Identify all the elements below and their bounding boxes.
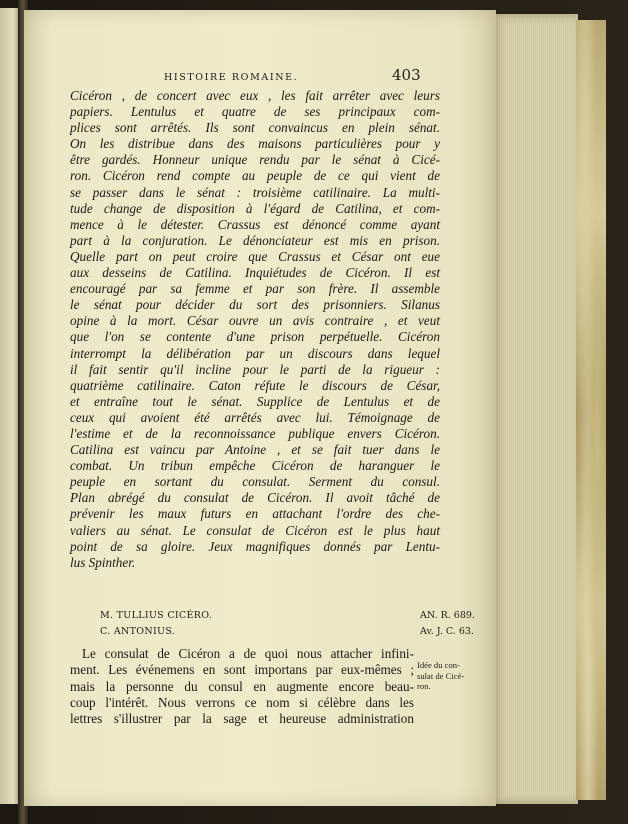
summary-line: prévenir les maux futurs en attachant l'ordre des che-: [70, 506, 440, 522]
summary-line: Plan abrégé du consulat de Cicéron. Il avoit tâché de: [70, 490, 440, 506]
summary-line: Quelle part on peut croire que Crassus et César ont eue: [70, 248, 440, 264]
summary-line: encouragé par sa femme et par son frère. Il assemble: [70, 281, 440, 297]
summary-line: tude change de disposition à l'égard de Catilina, et com-: [70, 200, 440, 216]
side-note-line: sulat de Cicé-: [417, 670, 465, 681]
year-before-christ: Av. J. C. 63.: [420, 625, 474, 637]
consul-names: [100, 608, 212, 639]
body-line: mais la personne du consul en augmente encore beau-: [70, 678, 414, 694]
consul-name: M. TULLIUS CICÉRO.: [100, 610, 213, 621]
marbled-edge: [576, 20, 606, 800]
summary-line: lus Spinther.: [70, 554, 136, 570]
summary-line: et entraîne tout le sénat. Supplice de Lentulus et de: [70, 393, 440, 409]
running-title: HISTOIRE ROMAINE.: [164, 72, 299, 83]
summary-line: interrompt la délibération par un discours dans lequel: [70, 345, 440, 361]
summary-line: Cicéron , de concert avec eux , les fait arrêter avec leurs: [70, 88, 440, 103]
body-line: lettres s'illustrer par la sage et heureuse administration: [70, 711, 414, 727]
year-of-rome: AN. R. 689.: [420, 610, 475, 621]
summary-line: que l'on se contente d'une prison perpétuelle. Cicéron: [70, 329, 440, 345]
marginal-dates: [420, 608, 475, 639]
summary-line: quatrième catilinaire. Caton réfute le discours de César,: [70, 377, 440, 393]
summary-line: opine à la mort. César ouvre un avis contraire , et veut: [70, 313, 440, 329]
summary-line: On les distribue dans des maisons particulières pour y: [70, 136, 440, 152]
summary-line: valiers au sénat. Le consulat de Cicéron est le plus haut: [70, 522, 440, 538]
page-block-edges: [490, 14, 578, 804]
side-note: [417, 660, 477, 692]
body-line: coup l'intérêt. Nous verrons ce nom si célèbre dans les: [70, 694, 414, 710]
summary-line: se passer dans le sénat : troisième catilinaire. La multi-: [70, 184, 440, 200]
summary-line: le sénat pour décider du sort des prisonniers. Silanus: [70, 297, 440, 313]
book-page: [24, 10, 496, 806]
summary-line: point de sa gloire. Jeux magnifiques donnés par Lentu-: [70, 538, 440, 554]
summary-line: aux desseins de Catilina. Inquiétudes de Cicéron. Il est: [70, 265, 440, 281]
summary-line: mence à le détester. Crassus est dénoncé comme ayant: [70, 216, 440, 232]
summary-line: peuple en sortant du consulat. Serment du consul.: [70, 474, 440, 490]
summary-line: être gardés. Honneur unique rendu par le sénat à Cicé-: [70, 152, 440, 168]
summary-line: Catilina est vaincu par Antoine , et se fait tuer dans le: [70, 442, 440, 458]
body-paragraph: [70, 646, 414, 727]
bleed-through-marks: [520, 430, 523, 441]
summary-line: part à la conjuration. Le dénonciateur est mis en prison.: [70, 232, 440, 248]
consul-name: C. ANTONIUS.: [100, 625, 176, 637]
side-note-line: Idée du con-: [417, 660, 460, 670]
summary-line: combat. Un tribun empêche Cicéron de haranguer le: [70, 458, 440, 474]
summary-line: papiers. Lentulus et quatre de ses principaux com-: [70, 104, 440, 120]
summary-line: il fait sentir qu'il incline pour le parti de la rigueur :: [70, 361, 440, 377]
side-note-line: ron.: [417, 681, 431, 692]
page-number: 403: [392, 66, 421, 84]
summary-line: plices sont arrêtés. Ils sont convaincus en plein sénat.: [70, 120, 440, 136]
summary-line: ron. Cicéron rend compte au peuple de ce qui vient de: [70, 168, 440, 184]
page-header: [24, 66, 496, 88]
chapter-summary: [70, 88, 440, 571]
summary-line: l'estime et de la reconnoissance publique envers Cicéron.: [70, 425, 440, 441]
body-line: Le consulat de Cicéron a de quoi nous attacher infini-: [82, 646, 414, 661]
body-line: ment. Les événemens en sont importans par eux-mêmes ;: [70, 662, 414, 678]
summary-line: ceux qui avoient été arrêtés avec lui. Témoignage de: [70, 409, 440, 425]
